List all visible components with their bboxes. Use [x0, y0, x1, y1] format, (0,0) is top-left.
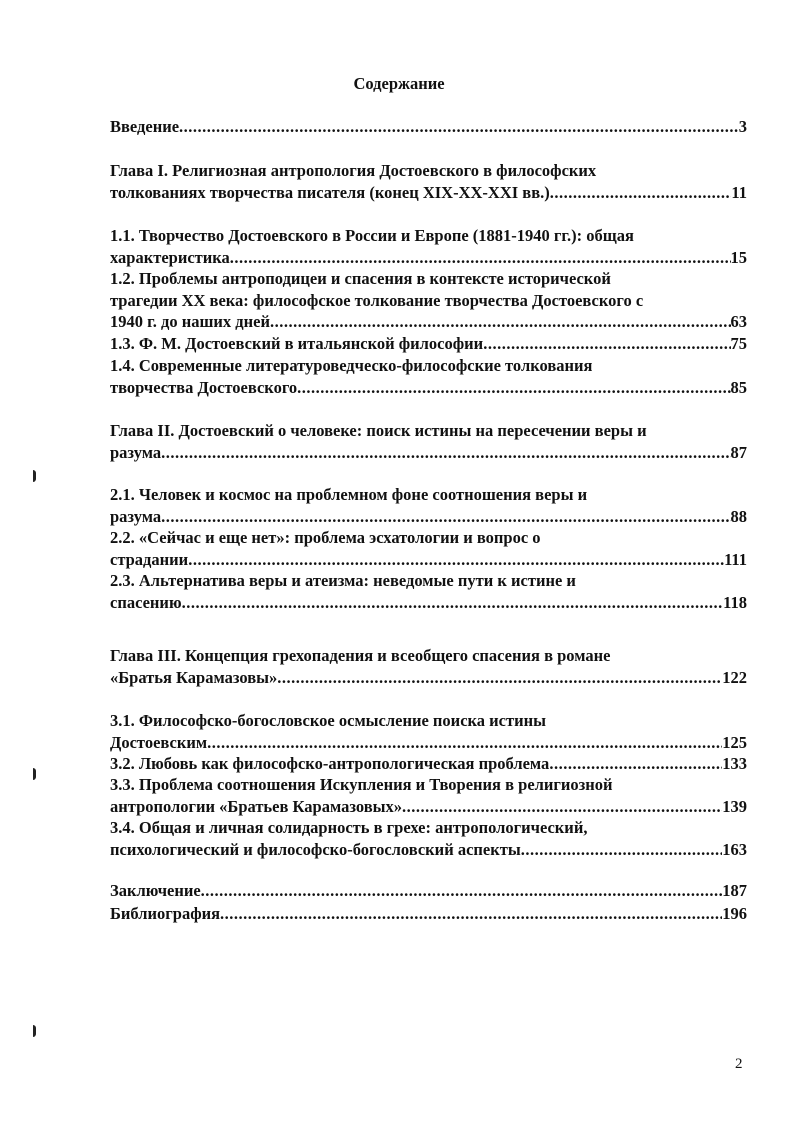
toc-entry-bibliography: [110, 903, 747, 925]
dot-leader: [220, 903, 722, 925]
toc-label: Заключение: [110, 881, 201, 900]
toc-page-number: 88: [730, 506, 747, 526]
toc-label: страдании: [110, 549, 189, 569]
toc-leader-line: [110, 333, 747, 355]
toc-text-line: Глава II. Достоевский о человеке: поиск истины на пересечении веры и: [110, 421, 647, 440]
toc-page-number: 139: [722, 796, 747, 816]
toc-label: 1.3. Ф. М. Достоевский в итальянской философии: [110, 334, 484, 353]
toc-label: разума: [110, 506, 162, 526]
toc-leader-line: [110, 506, 747, 528]
toc-page-number: 85: [730, 377, 747, 397]
toc-page-number: 122: [722, 667, 747, 687]
scan-mark: [33, 768, 36, 780]
toc-entry-conclusion: [110, 880, 747, 902]
toc-label: антропологии «Братьев Карамазовых»: [110, 796, 402, 816]
toc-label: Достоевским: [110, 732, 208, 752]
toc-leader-line: [110, 592, 747, 614]
toc-entry-2-3: [110, 570, 747, 613]
toc-entry-1-1: [110, 225, 747, 268]
dot-leader: [550, 182, 732, 204]
toc-page-number: 63: [730, 312, 747, 331]
toc-label: творчества Достоевского: [110, 377, 298, 397]
toc-leader-line: [110, 839, 747, 861]
toc-text-line: 2.1. Человек и космос на проблемном фоне соотношения веры и: [110, 485, 588, 504]
toc-leader-line: [110, 116, 747, 138]
toc-page-number: 133: [722, 754, 747, 773]
toc-entry-3-2: [110, 753, 747, 775]
toc-page-number: 163: [722, 839, 747, 859]
toc-entry-3-4: [110, 817, 747, 860]
dot-leader: [483, 333, 730, 355]
dot-leader: [270, 311, 731, 333]
toc-leader-line: [110, 753, 747, 775]
toc-page-number: 125: [722, 732, 747, 752]
toc-text-line: 3.1. Философско-богословское осмысление поиска истины: [110, 711, 546, 730]
toc-page-number: 75: [730, 334, 747, 353]
dot-leader: [161, 506, 730, 528]
toc-entry-1-2: [110, 268, 747, 333]
toc-entry-1-3: [110, 333, 747, 355]
toc-entry-chapter-3: [110, 645, 747, 688]
dot-leader: [521, 839, 723, 861]
dot-leader: [402, 796, 722, 818]
toc-text-line: 2.3. Альтернатива веры и атеизма: неведомые пути к истине и: [110, 571, 576, 590]
toc-text-line: 1.1. Творчество Достоевского в России и Европе (1881-1940 гг.): общая: [110, 226, 634, 245]
toc-text-line: Глава I. Религиозная антропология Достоевского в философских: [110, 161, 597, 180]
toc-leader-line: [110, 182, 747, 204]
toc-entry-1-4: [110, 355, 747, 398]
toc-page-number: 187: [722, 881, 747, 900]
dot-leader: [297, 377, 730, 399]
toc-leader-line: [110, 732, 747, 754]
toc-leader-line: [110, 442, 747, 464]
toc-label: Введение: [110, 117, 180, 136]
toc-text-line: 3.4. Общая и личная солидарность в грехе: антропологический,: [110, 818, 588, 837]
toc-page-number: 87: [730, 442, 747, 462]
toc-entry-chapter-1: [110, 160, 747, 203]
toc-leader-line: [110, 880, 747, 902]
toc-text-line: 1.4. Современные литературоведческо-философские толкования: [110, 356, 593, 375]
dot-leader: [161, 442, 730, 464]
toc-leader-line: [110, 247, 747, 269]
toc-entry-chapter-2: [110, 420, 747, 463]
toc-page-number: 118: [723, 592, 747, 612]
toc-label: «Братья Карамазовы»: [110, 667, 278, 687]
toc-page-number: 11: [731, 182, 747, 202]
toc-text-line: 2.2. «Сейчас и еще нет»: проблема эсхатологии и вопрос о: [110, 528, 541, 547]
dot-leader: [201, 880, 723, 902]
page-number: 2: [735, 1056, 743, 1072]
toc-leader-line: [110, 311, 747, 333]
toc-label: характеристика: [110, 247, 230, 267]
toc-entry-3-1: [110, 710, 747, 753]
toc-leader-line: [110, 796, 747, 818]
dot-leader: [188, 549, 724, 571]
dot-leader: [207, 732, 722, 754]
dot-leader: [277, 667, 722, 689]
toc-text-line: 1.2. Проблемы антроподицеи и спасения в контексте исторической: [110, 269, 611, 288]
toc-page-number: 111: [724, 549, 747, 569]
toc-label: разума: [110, 442, 162, 462]
toc-label: психологический и философско-богословский аспекты: [110, 839, 521, 859]
toc-label: спасению: [110, 592, 182, 612]
toc-entry-2-1: [110, 484, 747, 527]
toc-text-line: трагедии XX века: философское толкование творчества Достоевского с: [110, 290, 644, 310]
dot-leader: [230, 247, 731, 269]
dot-leader: [182, 592, 724, 614]
toc-leader-line: [110, 549, 747, 571]
dot-leader: [179, 116, 739, 138]
toc-leader-line: [110, 377, 747, 399]
toc-label: Библиография: [110, 904, 221, 923]
toc-entry-3-3: [110, 774, 747, 817]
toc-entry-2-2: [110, 527, 747, 570]
scan-mark: [33, 1025, 36, 1037]
toc-entry-intro: [110, 116, 747, 138]
scan-mark: [33, 470, 36, 482]
dot-leader: [549, 753, 722, 775]
toc-page-number: 3: [738, 117, 747, 136]
toc-text-line: Глава III. Концепция грехопадения и всеобщего спасения в романе: [110, 646, 611, 665]
toc-label: толкованиях творчества писателя (конец XIX-XX-XXI вв.): [110, 182, 550, 202]
toc-label: 1940 г. до наших дней: [110, 312, 270, 331]
toc-page-number: 15: [730, 247, 747, 267]
toc-leader-line: [110, 903, 747, 925]
toc-leader-line: [110, 667, 747, 689]
page-title: Содержание: [353, 74, 445, 93]
toc-label: 3.2. Любовь как философско-антропологическая проблема: [110, 754, 550, 773]
toc-page-number: 196: [722, 904, 747, 923]
toc-text-line: 3.3. Проблема соотношения Искупления и Творения в религиозной: [110, 775, 613, 794]
